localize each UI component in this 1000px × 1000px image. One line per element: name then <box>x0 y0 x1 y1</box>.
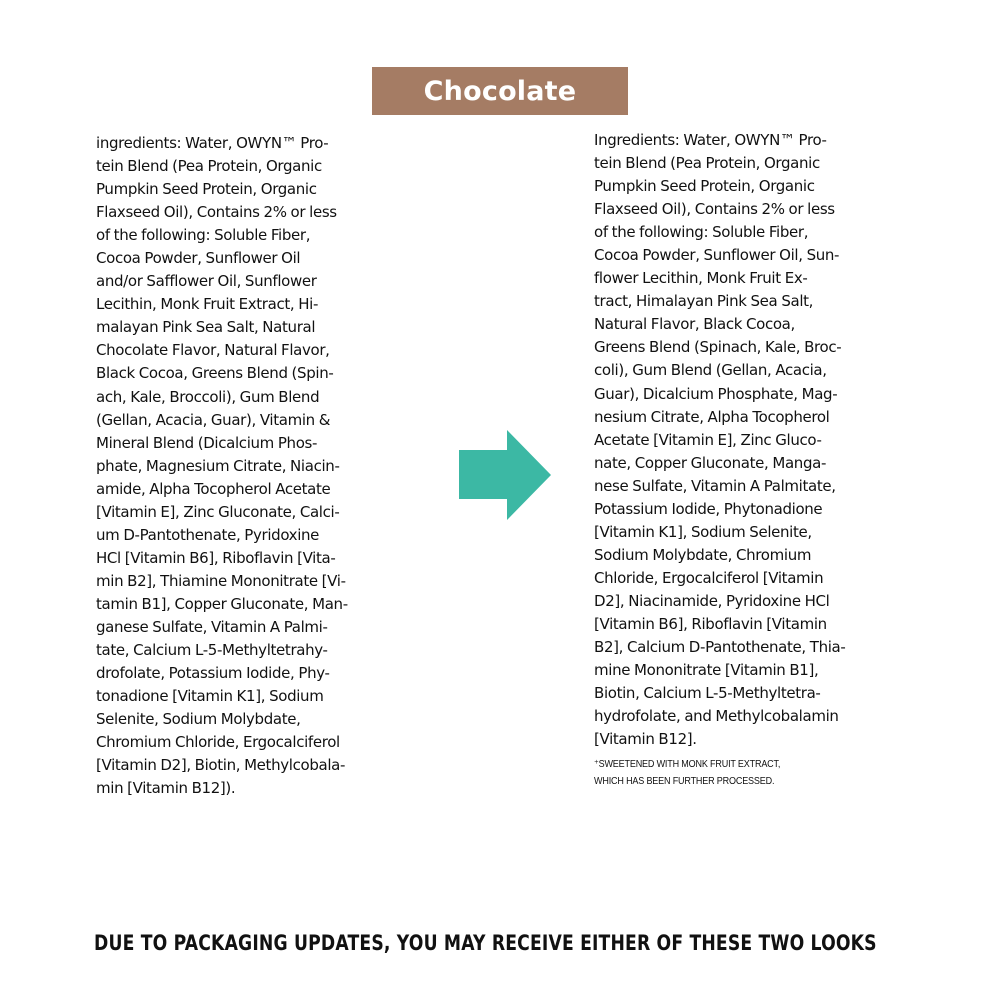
ingredient-line: Greens Blend (Spinach, Kale, Broc- <box>594 338 842 357</box>
ingredient-line: of the following: Soluble Fiber, <box>594 223 809 242</box>
ingredient-line: amide, Alpha Tocopherol Acetate <box>96 479 331 498</box>
ingredient-line: Mineral Blend (Dicalcium Phos- <box>96 433 318 452</box>
ingredient-line: ach, Kale, Broccoli), Gum Blend <box>96 387 320 406</box>
ingredient-line: Black Cocoa, Greens Blend (Spin- <box>96 364 334 383</box>
ingredient-line: and/or Safflower Oil, Sunflower <box>96 272 317 291</box>
ingredient-line: Pumpkin Seed Protein, Organic <box>594 177 815 196</box>
ingredient-line: ingredients: Water, OWYN™ Pro- <box>96 134 329 152</box>
flavor-title: Chocolate <box>423 75 577 107</box>
ingredient-line: Selenite, Sodium Molybdate, <box>96 710 301 729</box>
ingredient-line: Cocoa Powder, Sunflower Oil, Sun- <box>594 246 840 265</box>
ingredient-line: Guar), Dicalcium Phosphate, Mag- <box>594 384 838 403</box>
packaging-disclaimer: DUE TO PACKAGING UPDATES, YOU MAY RECEIVE EITHER OF THESE TWO LOOKS <box>94 931 877 955</box>
right-arrow-icon <box>459 430 551 520</box>
ingredient-line: Pumpkin Seed Protein, Organic <box>96 180 317 199</box>
ingredient-line: tein Blend (Pea Protein, Organic <box>594 154 820 173</box>
old-ingredients-list <box>96 132 416 800</box>
ingredient-line: Flaxseed Oil), Contains 2% or less <box>96 203 337 222</box>
flavor-title-banner <box>372 67 628 115</box>
ingredient-line: tract, Himalayan Pink Sea Salt, <box>594 292 814 311</box>
ingredient-line: Chromium Chloride, Ergocalciferol <box>96 733 340 752</box>
ingredient-line: nesium Citrate, Alpha Tocopherol <box>594 407 830 426</box>
ingredient-line: flower Lecithin, Monk Fruit Ex- <box>594 269 808 288</box>
ingredient-line: coli), Gum Blend (Gellan, Acacia, <box>594 361 827 380</box>
ingredient-line: nese Sulfate, Vitamin A Palmitate, <box>594 476 836 495</box>
sweetener-footnote <box>594 756 818 790</box>
ingredient-line: drofolate, Potassium Iodide, Phy- <box>96 664 330 683</box>
footnote-line: ⁺SWEETENED WITH MONK FRUIT EXTRACT, <box>594 758 781 770</box>
ingredient-line: um D-Pantothenate, Pyridoxine <box>96 525 320 544</box>
ingredient-line: Flaxseed Oil), Contains 2% or less <box>594 200 835 219</box>
ingredient-line: hydrofolate, and Methylcobalamin <box>594 707 839 726</box>
ingredient-line: mine Mononitrate [Vitamin B1], <box>594 661 819 680</box>
ingredient-line: phate, Magnesium Citrate, Niacin- <box>96 456 340 475</box>
ingredient-line: ganese Sulfate, Vitamin A Palmi- <box>96 617 328 636</box>
ingredient-line: min [Vitamin B12]). <box>96 779 236 798</box>
ingredient-line: tonadione [Vitamin K1], Sodium <box>96 687 324 706</box>
ingredient-line: (Gellan, Acacia, Guar), Vitamin & <box>96 410 331 429</box>
new-ingredients-list <box>594 129 914 751</box>
ingredient-line: HCl [Vitamin B6], Riboflavin [Vita- <box>96 548 336 567</box>
ingredient-line: tein Blend (Pea Protein, Organic <box>96 157 322 176</box>
ingredient-line: Acetate [Vitamin E], Zinc Gluco- <box>594 430 822 449</box>
footnote-line: WHICH HAS BEEN FURTHER PROCESSED. <box>594 775 775 787</box>
ingredient-line: malayan Pink Sea Salt, Natural <box>96 318 316 337</box>
ingredient-line: [Vitamin B6], Riboflavin [Vitamin <box>594 614 827 633</box>
ingredient-line: nate, Copper Gluconate, Manga- <box>594 453 827 472</box>
ingredient-line: Cocoa Powder, Sunflower Oil <box>96 249 301 268</box>
ingredient-line: min B2], Thiamine Mononitrate [Vi- <box>96 571 346 590</box>
ingredient-line: of the following: Soluble Fiber, <box>96 226 311 245</box>
ingredient-line: Chocolate Flavor, Natural Flavor, <box>96 341 330 360</box>
ingredient-line: B2], Calcium D-Pantothenate, Thia- <box>594 638 846 657</box>
ingredient-line: tamin B1], Copper Gluconate, Man- <box>96 594 348 613</box>
ingredient-line: Lecithin, Monk Fruit Extract, Hi- <box>96 295 319 314</box>
ingredient-line: [Vitamin D2], Biotin, Methylcobala- <box>96 756 346 775</box>
ingredient-line: [Vitamin E], Zinc Gluconate, Calci- <box>96 502 340 521</box>
ingredient-line: D2], Niacinamide, Pyridoxine HCl <box>594 591 830 610</box>
ingredient-line: tate, Calcium L-5-Methyltetrahy- <box>96 641 328 660</box>
ingredient-line: Potassium Iodide, Phytonadione <box>594 499 823 518</box>
ingredient-line: Chloride, Ergocalciferol [Vitamin <box>594 568 824 587</box>
ingredient-line: Natural Flavor, Black Cocoa, <box>594 315 795 334</box>
ingredient-line: [Vitamin B12]. <box>594 730 697 749</box>
ingredient-line: [Vitamin K1], Sodium Selenite, <box>594 522 812 541</box>
ingredient-line: Biotin, Calcium L-5-Methyltetra- <box>594 684 821 703</box>
ingredient-line: Sodium Molybdate, Chromium <box>594 545 812 564</box>
ingredient-line: Ingredients: Water, OWYN™ Pro- <box>594 131 827 149</box>
